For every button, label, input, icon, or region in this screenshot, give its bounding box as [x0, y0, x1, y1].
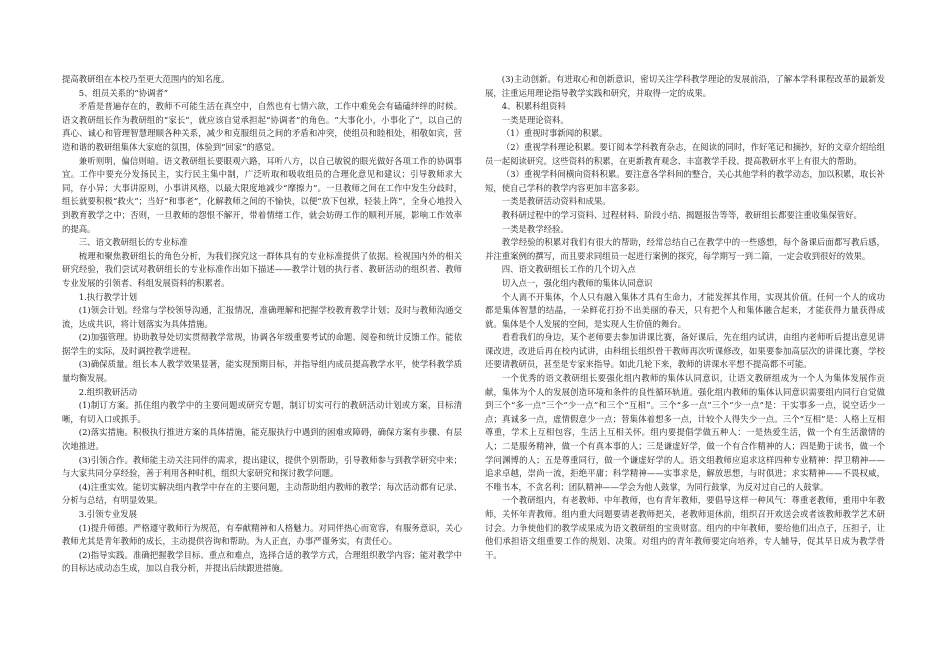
- paragraph: 矛盾是普遍存在的，教师不可能生活在真空中，自然也有七情六欲，工作中难免会有磕磕绊绊的时候。语文教研组长作为教研组的“家长”，就应该自觉承担起“协调者”的角色。“大事化小，小事化了”，以自己的真心、诚心和管理智慧理顺各种关系，减少和克服组员之间的矛盾和冲突，使组员和睦相处，相敬如宾，营造和谐的教研组集体大家庭的氛围，体验到“回家”的感觉。: [62, 101, 462, 152]
- left-text-column: [62, 73, 462, 576]
- paragraph: 教学经验的积累对我们有很大的帮助，经常总结自己在教学中的一些感想，每个备课后面都写教后感，并注重案例的撰写，而且要求同组员一起进行案例的探究，每学期写一到二篇，一定会收到很好的效果。: [485, 237, 885, 261]
- paragraph: (3)引领合作。教师能主动关注同伴的需求，提出建议，提供个别帮助，引导教师参与到教学研究中来；与大家共同分享经验，善于利用各种时机，组织大家研究和探讨教学问题。: [62, 454, 462, 479]
- section-heading: 5、组员关系的“协调者”: [78, 87, 169, 98]
- paragraph: (3)确保质量。组长本人教学效果显著，能实现预期目标，并指导组内成员提高教学水平，使学科教学质量均衡发展。: [62, 359, 462, 384]
- paragraph: （2）重视学科理论积累。要订阅本学科教育杂志，在阅读的同时，作好笔记和摘抄，好的文章介绍给组员一起阅读研究。这些资料的积累，在更新教育观念、丰富教学手段、提高教研水平上有很大的帮助。: [485, 141, 885, 166]
- paragraph: (1)领会计划。经常与学校领导沟通，汇报情况，准确理解和把握学校教育教学计划；及时与教师沟通交流，达成共识，将计划落实为具体措施。: [62, 305, 462, 329]
- section-heading: 一类是教研活动资料和成果。: [501, 196, 611, 207]
- section-heading: 2.组织教研活动: [78, 386, 138, 397]
- paragraph: （3）重视学科间横向资料积累。要注意各学科间的整合，关心其他学科的教学动态，加以积累，取长补短，使自己学科的教学内容更加丰富多彩。: [485, 169, 885, 193]
- paragraph: (2)指导实践。准确把握教学目标、重点和难点，选择合适的教学方式，合理组织教学内容；能对教学中的目标达成动态生成，加以自我分析，并提出后续跟进措施。: [62, 549, 462, 574]
- paragraph: 一个教研组内，有老教师、中年教师，也有青年教师，要倡导这样一种风气：尊重老教师，重用中年教师，关怀年青教师。组内重大问题要请老教师把关，老教师退休前，组织召开欢送会或者该教师教学艺术研讨会。力争使他们的教学成果成为语文教研组的宝贵财富。组内的中年教师，要给他们出点子，压担子，让他们承担语文组重要工作的规划、决策。对组内的青年教师要定向培养，专人辅导，促其早日成为教学骨干。: [485, 495, 885, 560]
- section-heading: 3.引领专业发展: [78, 509, 138, 519]
- paragraph: 提高教研组在本校乃至更大范围内的知名度。: [62, 74, 230, 84]
- section-heading: 三、语文教研组长的专业标准: [78, 237, 188, 248]
- paragraph: (1)提升师德。严格遵守教师行为规范，有奉献精神和人格魅力。对同伴热心而宽容，有服务意识，关心教师尤其是青年教师的成长，主动提供咨询和帮助。为人正直，办事严谨务实，有责任心。: [62, 522, 462, 547]
- paragraph: (2)加强管理。协助教导处切实贯彻教学常规，协调各年级重要考试的命题、阅卷和统计反馈工作。能依据学生的实际，及时调控教学进程。: [62, 332, 462, 356]
- paragraph: 兼听则明，偏信则暗。语文教研组长要眼观六路，耳听八方，以自己敏锐的眼光做好各项工作的协调事宜。工作中要充分发扬民主，实行民主集中制，广泛听取和吸收组员的合理化意见和建议；引导教师求大同，存小异；大事讲原则，小事讲风格，以最大限度地减少“摩擦力”。一旦教师之间在工作中发生分歧时，组长就要积极“救火”；当好“和事老”，化解教师之间的不愉快，以便“放下包袱，轻装上阵”，全身心地投入到教育教学之中；否则，一旦教师的怨恨不解开，带着情绪工作，就会妨碍工作的顺利开展，影响工作效率的提高。: [62, 155, 462, 234]
- section-heading: 切入点一，强化组内教师的集体认同意识: [501, 277, 653, 288]
- paragraph: 梳理和聚焦教研组长的角色分析，为我们探究这一群体具有的专业标准提供了依据。检视国内外的相关研究经验，我们尝试对教研组长的专业标准作出如下描述——教学计划的执行者、教研活动的组织者、教师专业发展的引领者、科组发展资料的积累者。: [62, 250, 462, 288]
- paragraph: 教科研过程中的学习资料、过程材料、阶段小结、揭题报告等等，教研组长都要注重收集保管好。: [501, 209, 862, 220]
- paragraph: (4)注重实效。能切实解决组内教学中存在的主要问题，主动帮助组内教师的教学；每次活动都有记录、分析与总结，有明显效果。: [62, 481, 462, 506]
- paragraph: (3)主动创新。有进取心和创新意识，密切关注学科教学理论的发展前沿，了解本学科课程改革的最新发展，注重运用理论指导教学实践和研究，并取得一定的成果。: [485, 74, 885, 98]
- paragraph: 看看我们的身边，某个老师要去参加讲课比赛，备好课后，先在组内试讲，由组内老师听后提出意见讲课改进，改进后再在校内试讲，由科组长组织骨干教师再次听课修改，如果要参加高层次的讲课比赛，学校还要请教研员，甚至是专家来指导。如此几轮下来，教师的讲课水平想不提高都不可能。: [485, 332, 885, 370]
- right-text-column: [485, 73, 885, 562]
- section-heading: 1.执行教学计划: [78, 291, 138, 302]
- section-heading: 4、积累科组资料: [501, 101, 566, 112]
- section-heading: 四、语文教研组长工作的几个切入点: [501, 264, 636, 275]
- paragraph: (1)制订方案。抓住组内教学中的主要问题或研究专题，制订切实可行的教研活动计划或方案，目标清晰，有切入口或抓手。: [62, 400, 462, 424]
- section-heading: 一类是教学经验。: [501, 223, 569, 234]
- paragraph: 个人离不开集体，个人只有融入集体才具有生命力，才能发挥其作用，实现其价值。任何一个人的成功都是集体智慧的结晶，一朵鲜花打扮不出美丽的春天，只有把个人和集体融合起来，才能获得力量获得成就。集体是个人发展的空间，是实现人生价值的舞台。: [485, 291, 885, 329]
- paragraph: (2)落实措施。积极执行推进方案的具体措施，能克服执行中遇到的困难或障碍，确保方案有步骤、有层次地推进。: [62, 427, 462, 452]
- section-heading: （1）重视时事新闻的积累。: [501, 128, 608, 139]
- section-heading: 一类是理论资料。: [501, 114, 569, 125]
- paragraph: 一个优秀的语文教研组长要强化组内教师的集体认同意识，让语文教研组成为一个人为集体发展作贡献，集体为个人的发展创造环境和条件的良性循环轨道。强化组内教师的集体认同意识需要组内同行自觉做到三个“多一点”三个“少一点”和三个“互相”。三个“多一点”三个“少一点”是：干实事多一点，说空话少一点；真诚多一点，虚情假意少一点；替集体着想多一点，计较个人得失少一点。三个“互相”是：人格上互相尊重，学术上互相包容，生活上互相关怀。组内要提倡学做五种人：一是热爱生活，做一个有生活激情的人；二是服务精神，做一个有真本事的人；三是谦虚好学，做一个有合作精神的人；四是勤于读书，做一个学问渊博的人；五是尊重同行，做一个谦虚好学的人。语文组教师应追求这样四种专业精神：捍卫精神——追求卓越，崇尚一流，拒绝平庸；科学精神——实事求是，解放思想，与时俱进；求实精神——不畏权威，不唯书本，不贪名利；团队精神——学会为他人鼓掌，为同行鼓掌，为反对过自己的人鼓掌。: [485, 373, 885, 492]
